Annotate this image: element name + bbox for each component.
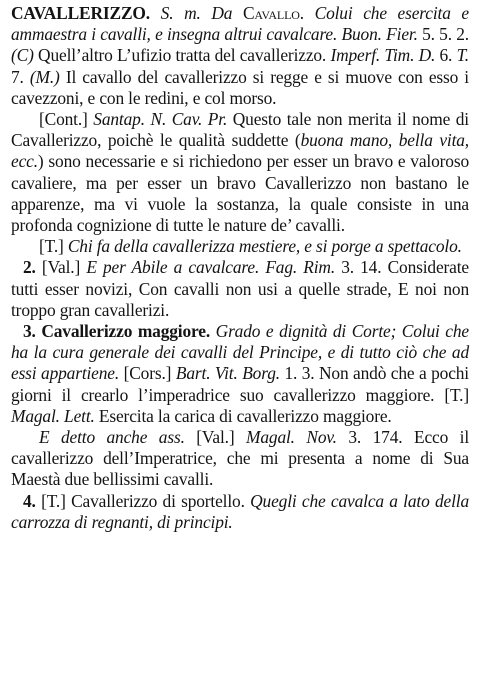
text-run: (M.): [29, 66, 60, 87]
text-run: [Val.]: [184, 427, 247, 448]
text-run: Grado e dignità di Corte; Colui che ha la cura generale dei cavalli del Principe, e di tutto ciò che ad essi appartiene.: [11, 321, 469, 384]
text-run: 6.: [435, 45, 457, 66]
text-run: Questo tale non merita il nome di Cavallerizzo, poichè le qualità suddette (: [11, 109, 469, 151]
text-run: Cavallerizzo di sportello.: [71, 490, 251, 511]
text-run: E per Abile a cavalcare. Fag. Rim.: [86, 257, 336, 278]
text-run: 5. 5. 2.: [417, 24, 469, 45]
text-run: [Cors.]: [119, 363, 176, 384]
entry-sense-4: [11, 491, 469, 533]
text-run: [Val.]: [41, 257, 87, 278]
text-run: 3. Cavallerizzo maggiore.: [23, 321, 211, 342]
entry-sense-mestiere: [11, 236, 469, 257]
text-run: S. m. Da: [150, 3, 243, 23]
text-run: T.: [456, 45, 470, 66]
text-run: 1. 3. Non andò che a pochi giorni il crearlo l’imperadrice suo cavallerizzo maggiore.: [11, 363, 469, 405]
text-run: [Cont.]: [39, 109, 94, 130]
text-run: Imperf. Tim. D.: [330, 45, 436, 66]
entry-sense-3-ass: [11, 427, 469, 491]
text-run: Quell’altro L’ufizio tratta del cavallerizzo.: [33, 45, 331, 66]
text-run: Colui che esercita e ammaestra i cavalli, e insegna altrui cavalcare. Buon. Fier.: [11, 3, 469, 45]
text-run: Magal. Nov.: [246, 427, 337, 448]
text-run: 3. 14. Considerate tutti esser novizi, Con cavalli non usi a quelle strade, E noi non troppo gran cavallerizi.: [11, 257, 469, 320]
text-run: [T.]: [41, 490, 72, 511]
text-run: ) sono necessarie e si richiedono per esser un bravo e valoroso cavaliere, ma per esser un bravo Cavallerizzo non bastano le apparenze, ma vi vuole la sostanza, la quale consiste in una profonda cognizione di tutte le nature de’ cavalli.: [11, 151, 469, 236]
text-run: Esercita la carica di cavallerizzo maggiore.: [94, 405, 392, 426]
text-run: 2.: [23, 257, 42, 278]
text-run: buona mano, bella vita, ecc.: [11, 130, 469, 172]
text-run: Magal. Lett.: [11, 405, 95, 426]
text-run: Santap. N. Cav. Pr.: [93, 109, 228, 130]
text-run: Il cavallo del cavallerizzo si regge e si muove con esso i cavezzoni, e con le redini, e col morso.: [11, 66, 469, 108]
text-run: [T.]: [39, 236, 68, 257]
text-run: Chi fa della cavallerizza mestiere, e si porge a spettacolo.: [67, 236, 462, 257]
text-run: [T.]: [444, 384, 469, 405]
entry-citation-santap: [11, 109, 469, 236]
entry-sense-2: [11, 257, 469, 321]
entry-definition: [11, 3, 469, 109]
text-run: Quegli che cavalca a lato della carrozza di regnanti, di principi.: [11, 490, 470, 532]
text-run: 7.: [11, 66, 30, 87]
text-run: E detto anche ass.: [39, 427, 185, 448]
text-run: Cavallo.: [242, 3, 304, 23]
text-run: Bart. Vit. Borg.: [175, 363, 280, 384]
text-run: (C): [11, 45, 34, 66]
text-run: CAVALLERIZZO.: [11, 3, 150, 23]
entry-sense-3: [11, 321, 469, 427]
text-run: 3. 174. Ecco il cavallerizzo dell’Imperatrice, che mi presenta a nome di Sua Maestà due bellissimi cavalli.: [11, 427, 469, 490]
text-run: 4.: [23, 490, 42, 511]
